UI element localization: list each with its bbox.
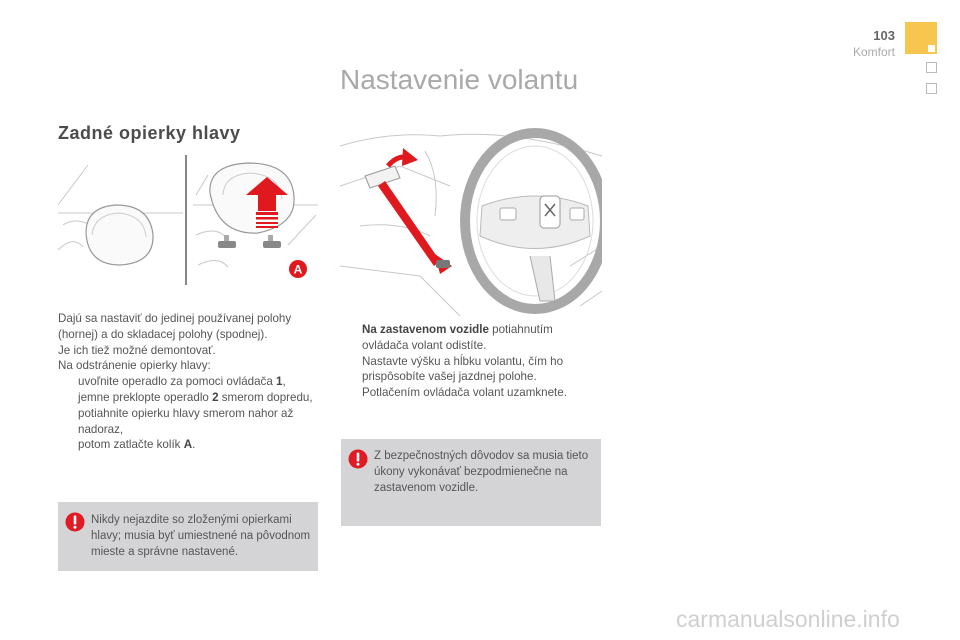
list-item: jemne preklopte operadlo 2 smerom dopredu, bbox=[78, 390, 313, 404]
warning-text: Nikdy nejazdite so zloženými opierkami hlavy; musia byť umiestnené na pôvodnom mieste a správne nastavené. bbox=[91, 514, 311, 558]
watermark-link[interactable]: carmanualsonline.info bbox=[676, 606, 900, 632]
section-subtitle: Zadné opierky hlavy bbox=[58, 123, 241, 143]
list-item: Na zastavenom vozidle potiahnutím ovládača volant odistíte. bbox=[362, 323, 553, 352]
intro-line: Je ich tiež možné demontovať. bbox=[58, 343, 216, 357]
warning-icon bbox=[348, 449, 368, 469]
intro-line: (hornej) a do skladacej polohy (spodnej). bbox=[58, 327, 268, 341]
tab-marker-icon bbox=[928, 45, 935, 52]
steering-wheel-illustration bbox=[340, 126, 602, 316]
warning-icon bbox=[65, 512, 85, 532]
list-item: potom zatlačte kolík A. bbox=[78, 438, 196, 452]
list-item: Potlačením ovládača volant uzamknete. bbox=[362, 386, 567, 400]
steering-instructions bbox=[342, 322, 600, 401]
headrest-illustration bbox=[58, 155, 318, 285]
warning-text: Z bezpečnostných dôvodov sa musia tieto úkony vykonávať bezpodmienečne na zastavenom vozidle. bbox=[374, 450, 589, 494]
section-tab[interactable] bbox=[926, 62, 937, 73]
page-title: Nastavenie volantu bbox=[340, 64, 579, 95]
headrest-instructions bbox=[58, 311, 320, 453]
list-item: uvoľnite operadlo za pomoci ovládača 1, bbox=[78, 375, 286, 389]
headrest-warning-note bbox=[58, 502, 318, 571]
section-name: Komfort bbox=[852, 45, 895, 59]
section-tab-active[interactable] bbox=[905, 22, 937, 54]
figure-label: A bbox=[293, 262, 303, 277]
section-tab[interactable] bbox=[926, 83, 937, 94]
page-number: 103 bbox=[873, 28, 895, 43]
intro-line: Dajú sa nastaviť do jedinej používanej polohy bbox=[58, 312, 292, 325]
list-item: potiahnite opierku hlavy smerom nahor až nadoraz, bbox=[78, 406, 294, 436]
intro-line: Na odstránenie opierky hlavy: bbox=[58, 359, 211, 373]
list-item: Nastavte výšku a hĺbku volantu, čím ho prispôsobíte vašej jazdnej polohe. bbox=[362, 354, 564, 384]
steering-warning-note bbox=[341, 439, 601, 526]
